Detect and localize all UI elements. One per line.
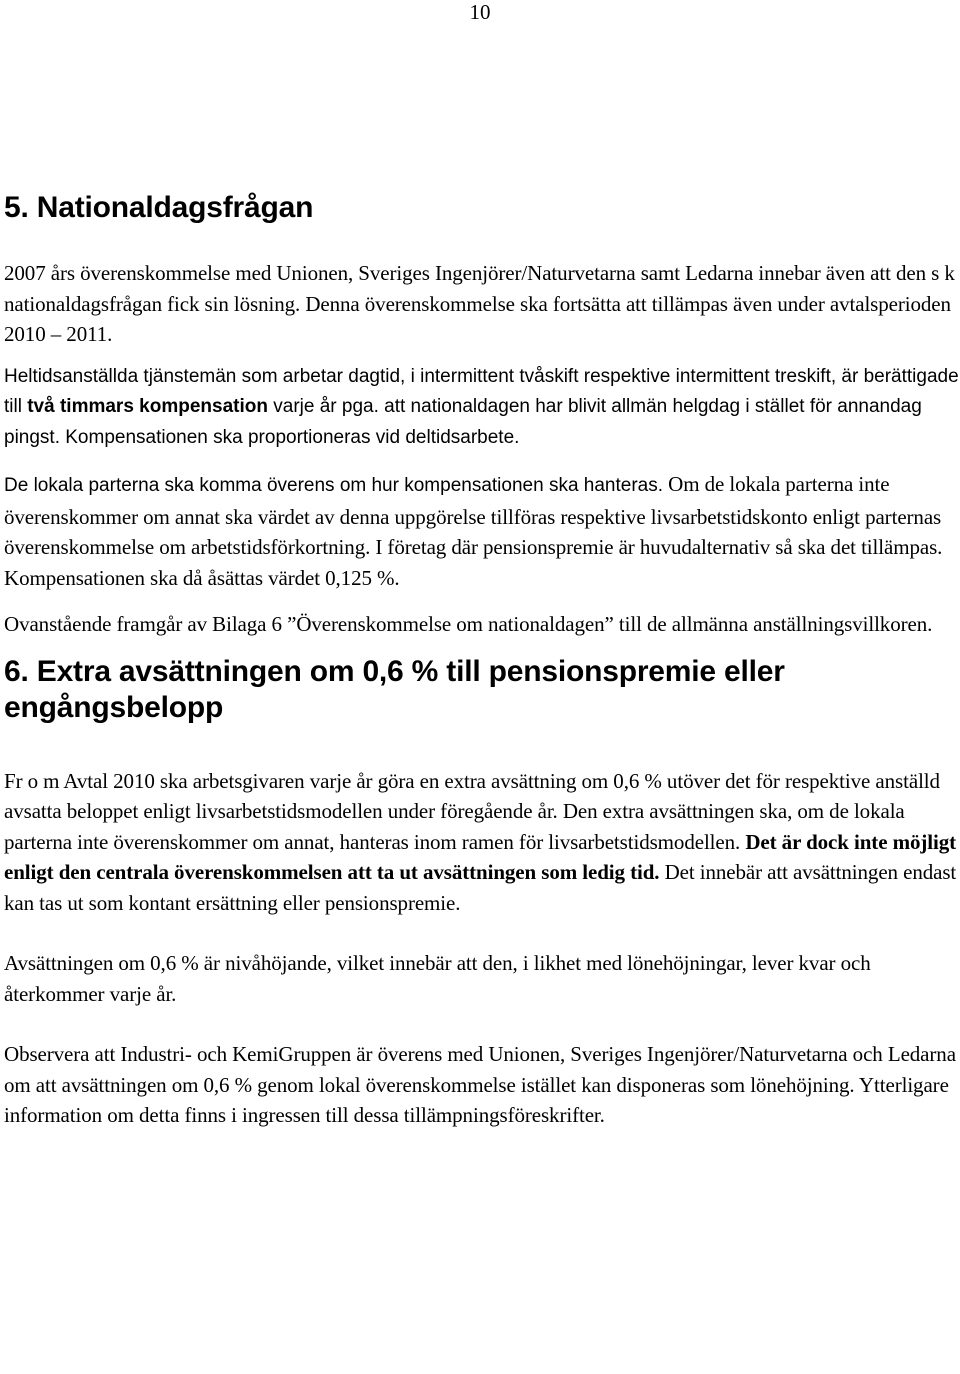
paragraph-text: Fr o m Avtal 2010 ska arbetsgivaren varje år göra en extra avsättning om 0,6 % utöver det för respektive anställd avsatta beloppet enligt livsarbetstidsmodellen under föregående år. Den extra avsättningen ska, om de lokala parterna inte överenskommer om annat, hanteras inom ramen för livsarbetstidsmodellen. [4,768,940,854]
document-body [4,190,959,1161]
bold-emphasis: två timmars kompensation [27,396,268,417]
page-number: 10 [469,0,491,24]
section-5-paragraph-2 [4,362,959,454]
paragraph-text: Heltidsanställda tjänstemän som arbetar dagtid, i intermittent tvåskift respektive intermittent treskift, är berättigade till [4,365,959,417]
paragraph-text: varje år pga. att nationaldagen har blivit allmän helgdag i stället för annandag pingst. Kompensationen ska proportioneras vid deltidsarbete. [4,396,922,448]
section-6-heading: 6. Extra avsättningen om 0,6 % till pensionspremie eller engångsbelopp [4,654,785,724]
section-6-paragraph-3: Observera att Industri- och KemiGruppen är överens med Unionen, Sveriges Ingenjörer/Naturvetarna och Ledarna om att avsättningen om 0,6 % genom lokal överenskommelse istället kan disponeras som lönehöjning. Ytterligare information om detta finns i ingressen till dessa tillämpningsföreskrifter. [4,1042,956,1127]
section-6-paragraph-2: Avsättningen om 0,6 % är nivåhöjande, vilket innebär att den, i likhet med lönehöjningar, lever kvar och återkommer varje år. [4,951,871,1006]
bold-emphasis: Det är dock inte möjligt enligt den centrala överenskommelsen att ta ut avsättningen som ledig tid. [4,829,957,884]
paragraph-text: Om de lokala parterna inte överenskommer om annat ska värdet av denna uppgörelse tillföras respektive livsarbetstidskonto enligt parternas överenskommelse om arbetstidsförkortning. I företag där pensionspremie är huvudalternativ så ska det tillämpas. Kompensationen ska då åsättas värdet 0,125 %. [4,472,943,590]
paragraph-text: Det innebär att avsättningen endast kan tas ut som kontant ersättning eller pensionspremie. [4,860,957,915]
section-6-paragraph-1 [4,766,959,919]
section-5-paragraph-4: Ovanstående framgår av Bilaga 6 ”Överenskommelse om nationaldagen” till de allmänna anställningsvillkoren. [4,612,933,636]
section-5-paragraph-3 [4,469,959,593]
section-5-heading: 5. Nationaldagsfrågan [4,191,314,224]
paragraph-text: De lokala parterna ska komma överens om hur kompensationen ska hanteras. [4,475,664,496]
section-5-paragraph-1: 2007 års överenskommelse med Unionen, Sveriges Ingenjörer/Naturvetarna samt Ledarna innebar även att den s k nationaldagsfrågan fick sin lösning. Denna överenskommelse ska fortsätta att tillämpas även under avtalsperioden 2010 – 2011. [4,261,955,346]
